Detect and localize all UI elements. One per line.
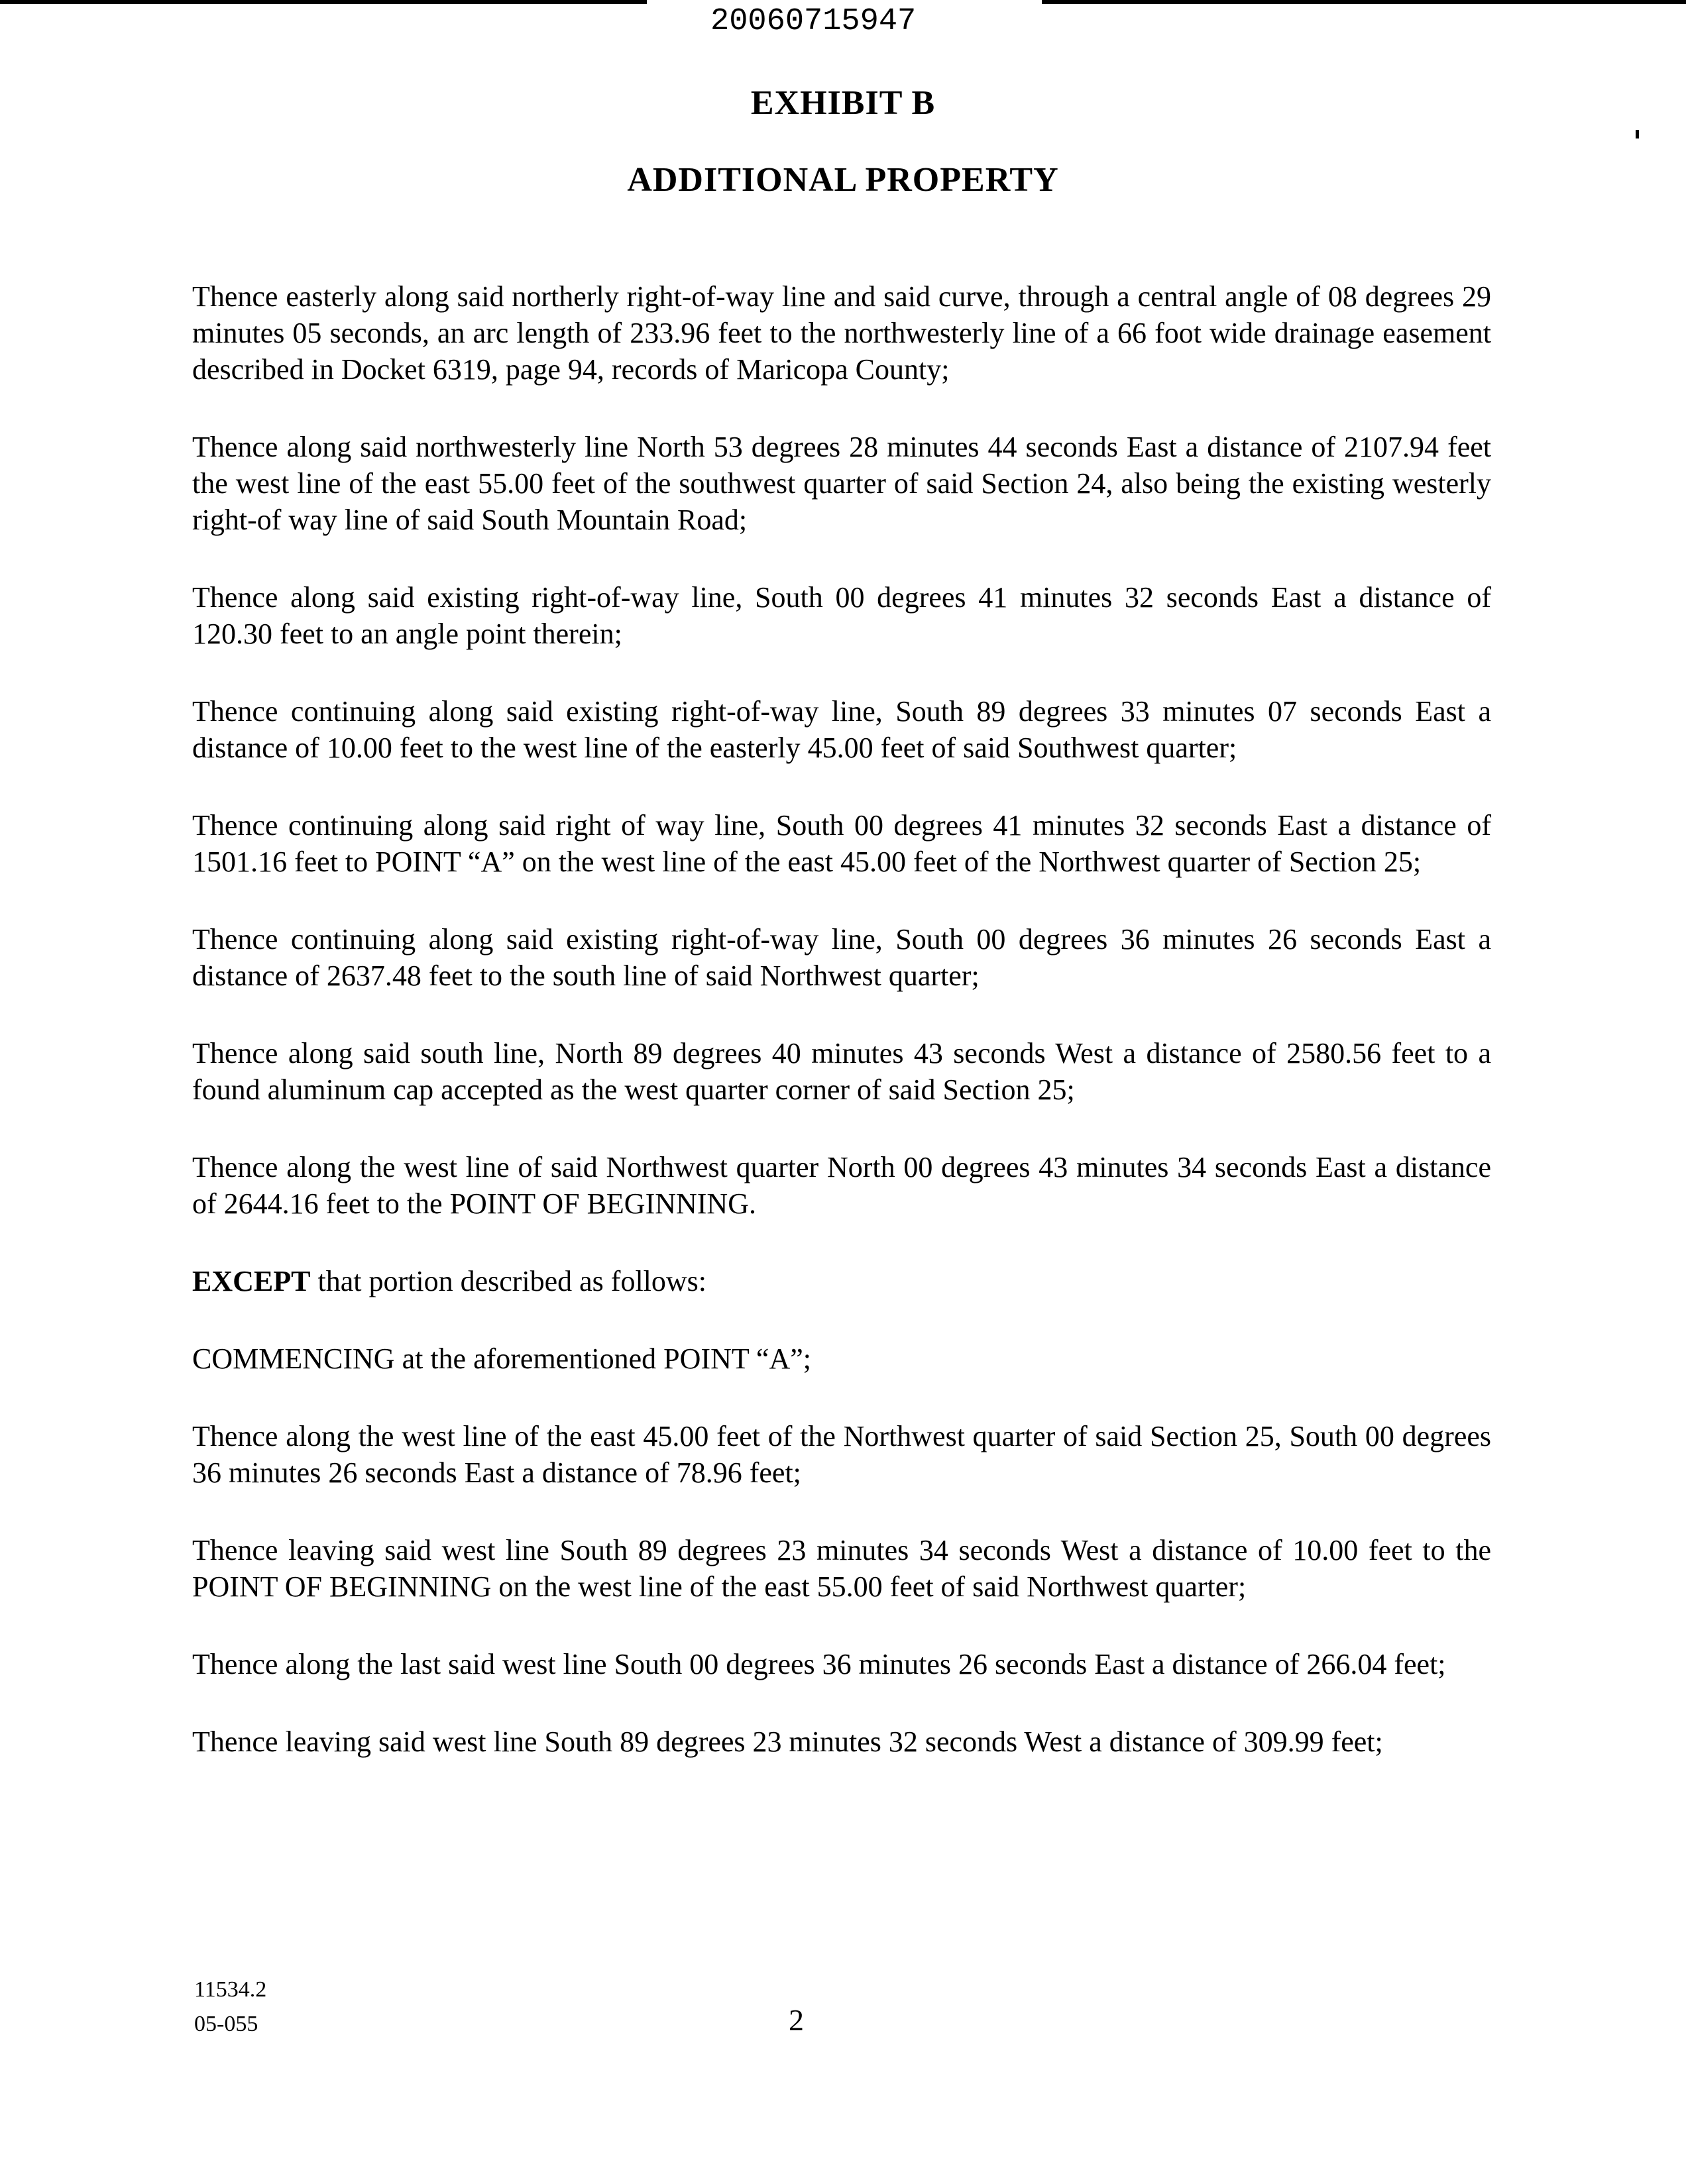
paragraph-4	[192, 693, 1491, 766]
exhibit-title: EXHIBIT B	[750, 84, 936, 122]
legal-description	[192, 278, 1491, 1801]
paragraph-text: Thence along said northwesterly line North 53 degrees 28 minutes 44 seconds East a distance of 2107.94 feet the west line of the east 55.00 feet of the southwest quarter of said Section 24, also being the existing westerly right-of way line of said South Mountain Road;	[192, 431, 1491, 536]
paragraph-11	[192, 1418, 1491, 1491]
paragraph-text: Thence easterly along said northerly right-of-way line and said curve, through a central angle of 08 degrees 29 minutes 05 seconds, an arc length of 233.96 feet to the northwesterly line of a 66 foot wide drainage easement described in Docket 6319, page 94, records of Maricopa County;	[192, 280, 1491, 386]
except-keyword: EXCEPT	[192, 1265, 311, 1297]
paragraph-text: Thence leaving said west line South 89 degrees 23 minutes 32 seconds West a distance of 309.99 feet;	[192, 1725, 1383, 1758]
paragraph-text: that portion described as follows:	[310, 1265, 707, 1297]
page-number: 2	[789, 2003, 804, 2037]
paragraph-5	[192, 807, 1491, 880]
footer-matter-number: 05-055	[194, 2012, 258, 2036]
paragraph-text: Thence continuing along said existing right-of-way line, South 89 degrees 33 minutes 07 seconds East a distance of 10.00 feet to the west line of the easterly 45.00 feet of said Southwest quarter;	[192, 695, 1491, 764]
paragraph-7	[192, 1035, 1491, 1108]
paragraph-2	[192, 429, 1491, 538]
paragraph-6	[192, 921, 1491, 994]
paragraph-text: Thence along said south line, North 89 degrees 40 minutes 43 seconds West a distance of 2580.56 feet to a found aluminum cap accepted as the west quarter corner of said Section 25;	[192, 1037, 1491, 1106]
exhibit-subtitle: ADDITIONAL PROPERTY	[627, 161, 1059, 199]
paragraph-text: Thence along the last said west line South 00 degrees 36 minutes 26 seconds East a distance of 266.04 feet;	[192, 1648, 1446, 1680]
paragraph-13	[192, 1646, 1491, 1682]
paragraph-14	[192, 1723, 1491, 1760]
paragraph-text: Thence continuing along said existing right-of-way line, South 00 degrees 36 minutes 26 seconds East a distance of 2637.48 feet to the south line of said Northwest quarter;	[192, 923, 1491, 992]
paragraph-1	[192, 278, 1491, 388]
top-border-line-left	[0, 0, 647, 4]
paragraph-8	[192, 1149, 1491, 1222]
footer-file-number: 11534.2	[194, 1977, 267, 2002]
paragraph-text: Thence along the west line of the east 45.00 feet of the Northwest quarter of said Section 25, South 00 degrees 36 minutes 26 seconds East a distance of 78.96 feet;	[192, 1420, 1491, 1489]
paragraph-text: Thence along the west line of said Northwest quarter North 00 degrees 43 minutes 34 seconds East a distance of 2644.16 feet to the POINT OF BEGINNING.	[192, 1151, 1491, 1220]
paragraph-3	[192, 579, 1491, 652]
paragraph-text: Thence continuing along said right of way line, South 00 degrees 41 minutes 32 seconds East a distance of 1501.16 feet to POINT “A” on the west line of the east 45.00 feet of the Northwest quarter of Section 25;	[192, 809, 1491, 878]
top-border-line-right	[1042, 0, 1686, 4]
scan-artifact	[1636, 130, 1639, 138]
paragraph-text: Thence along said existing right-of-way line, South 00 degrees 41 minutes 32 seconds East a distance of 120.30 feet to an angle point therein;	[192, 581, 1491, 650]
paragraph-12	[192, 1532, 1491, 1605]
paragraph-text: COMMENCING at the aforementioned POINT “A”;	[192, 1342, 811, 1375]
paragraph-text: Thence leaving said west line South 89 degrees 23 minutes 34 seconds West a distance of 10.00 feet to the POINT OF BEGINNING on the west line of the east 55.00 feet of said Northwest quarter;	[192, 1534, 1491, 1603]
recording-number: 20060715947	[710, 4, 917, 39]
paragraph-10	[192, 1340, 1491, 1377]
paragraph-9	[192, 1263, 1491, 1299]
